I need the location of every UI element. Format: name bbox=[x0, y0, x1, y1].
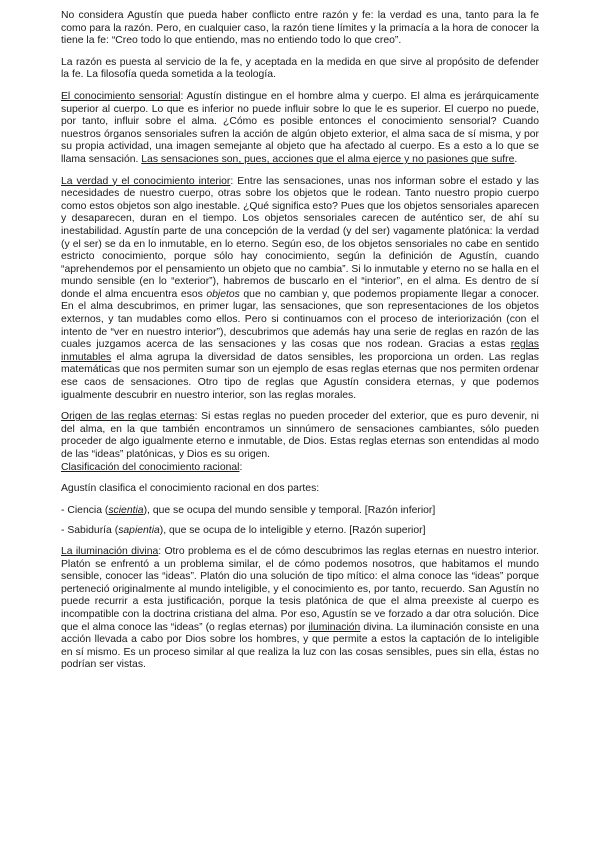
italic-term: objetos bbox=[206, 288, 240, 300]
text-span: ), que se ocupa de lo inteligible y eterno. [Razón superior] bbox=[159, 525, 426, 537]
text-span: : bbox=[239, 461, 243, 473]
underlined-conclusion: Las sensaciones son, pues, acciones que el alma ejerce y no pasiones que sufre bbox=[141, 153, 515, 165]
latin-term-sapientia: sapientia bbox=[118, 525, 160, 537]
paragraph-reason-service: La razón es puesta al servicio de la fe, y aceptada en la medida en que sirve al propósito de defender la fe. La filosofía queda sometida a la teología. bbox=[61, 56, 539, 81]
text-span: el alma agrupa la diversidad de datos sensibles, les proporciona un orden. Las reglas matemáticas que nos permiten sumar son un ejemplo de esas reglas eternas que nos permiten ordenar ese caos de sensaciones. Otro tipo de reglas que Agustín considera eternas, y que podemos igualmente descubrir en nuestro interior, son las reglas morales. bbox=[61, 351, 539, 401]
section-heading-sensory: El conocimiento sensorial bbox=[61, 90, 181, 102]
section-heading-classification: Clasificación del conocimiento racional bbox=[61, 461, 240, 473]
text-span: : Entre las sensaciones, unas nos informan sobre el estado y las necesidades de nuestro cuerpo, otras sobre los objetos que le rodean. Tanto nuestro propio cuerpo como estos objetos son algo inestable. ¿Qué significa esto? Pues que los objetos sensoriales aparecen y desaparecen, duran en el tiempo. Los objetos sensoriales carecen de auténtico ser, de ahí su inestabilidad. Agustín parte de una concepción de la verdad (y del ser) vagamente platónica: la verdad (y el ser) se da en lo inmutable, en lo eterno. Según eso, de los objetos sensoriales no cabe en sentido estricto conocimiento, porque sólo hay conocimiento, según la definición de Agustín, cuando “aprehendemos por el pensamiento un objeto que no cambia”. Si lo inmutable y eterno no se halla en el mundo sensible (en lo “exterior”), habremos de buscarlo en el “interior”, en el alma. Es dentro de sí donde el alma encuentra esos bbox=[61, 175, 540, 300]
text-span: : Agustín distingue en el hombre alma y cuerpo. El alma es jerárquicamente superior al cuerpo. Lo que es inferior no puede influir sobre lo que le es superior. El cuerpo no puede, por tanto, influir sobre el alma. ¿Cómo es posible entonces el conocimiento sensorial? Cuando nuestros órganos sensoriales sufren la acción de algún objeto exterior, el alma saca de sí misma, y por su propia actividad, una imagen semejante al objeto que ha afectado al cuerpo. Es a esto a lo que se llama sensación. bbox=[61, 90, 539, 165]
knowledge-list bbox=[61, 505, 539, 538]
paragraph-eternal-rules bbox=[61, 411, 539, 474]
paragraph-divine-illumination bbox=[61, 546, 539, 672]
section-heading-origin: Origen de las reglas eternas bbox=[61, 411, 195, 423]
text-span: : Otro problema es el de cómo descubrimos las reglas eternas en nuestro interior. Platón se enfrentó a un problema similar, el de cómo podemos nosotros, que habitamos el mundo sensible, conocer las “ideas”. Platón dio una solución de tipo mítico: el alma conoce las “ideas” porque perteneció originalmente al mundo inteligible, y el conocimiento es, por tanto, recuerdo. San Agustín no puede recurrir a esta justificación, porque la tesis platónica de que el alma preexiste al cuerpo es incompatible con la doctrina cristiana del alma. Por eso, Agustín se ve forzado a dar otra solución. Dice que el alma conoce las “ideas” (o reglas eternas) por bbox=[61, 545, 539, 633]
text-span: . bbox=[514, 153, 518, 165]
paragraph-truth-interior bbox=[61, 176, 539, 403]
text-span: ), que se ocupa del mundo sensible y temporal. [Razón inferior] bbox=[143, 504, 436, 516]
text-span: que no cambian y, que podemos propiamente llegar a conocer. En el alma descubrimos, en primer lugar, las sensaciones, que son representaciones de los objetos externos, y tan mudables como ellos. Pero si continuamos con el proceso de interiorización (con el intento de “ver en nuestro interior”), descubrimos que además hay una serie de reglas en razón de las cuales juzgamos acerca de las sensaciones y las cosas que nos rodean. Gracias a estas bbox=[61, 288, 539, 351]
list-item-sabiduria bbox=[61, 525, 539, 538]
paragraph-faith-reason: No considera Agustín que pueda haber conflicto entre razón y fe: la verdad es una, tanto para la fe como para la razón. Pero, en cualquier caso, la razón tiene límites y la primacía a la hora de conocer la tiene la fe: “Creo todo lo que entiendo, mas no entiendo todo lo que creo”. bbox=[61, 10, 539, 47]
text-span: : Si estas reglas no pueden proceder del exterior, que es puro devenir, ni del alma, en la que también encontramos un sinnúmero de sensaciones cambiantes, sólo pueden proceder de algo igualmente eterno e inmutable, de Dios. Estas reglas eternas son entendidas al modo de las “ideas” platónicas, y Dios es su origen. bbox=[61, 411, 539, 460]
list-item-ciencia bbox=[61, 505, 539, 518]
text-span: - Sabiduría ( bbox=[61, 525, 119, 537]
text-span: - Ciencia ( bbox=[61, 504, 109, 516]
paragraph-sensory-knowledge bbox=[61, 91, 539, 167]
latin-term-scientia: scientia bbox=[108, 504, 144, 516]
section-heading-illumination: La iluminación divina bbox=[61, 545, 159, 557]
underlined-term: reglas inmutables bbox=[61, 339, 539, 363]
paragraph-classification-intro: Agustín clasifica el conocimiento racional en dos partes: bbox=[61, 483, 320, 495]
text-span: divina. La iluminación consiste en una acción llevada a cabo por Dios sobre los hombres, y que permite a estos la captación de lo inteligible en sí mismo. Es un proceso similar al que realiza la luz con las cosas sensibles, pues sin ella, éstas no podrían ser vistas. bbox=[61, 621, 539, 671]
section-heading-truth: La verdad y el conocimiento interior bbox=[61, 175, 231, 187]
underlined-term: iluminación bbox=[308, 621, 361, 633]
